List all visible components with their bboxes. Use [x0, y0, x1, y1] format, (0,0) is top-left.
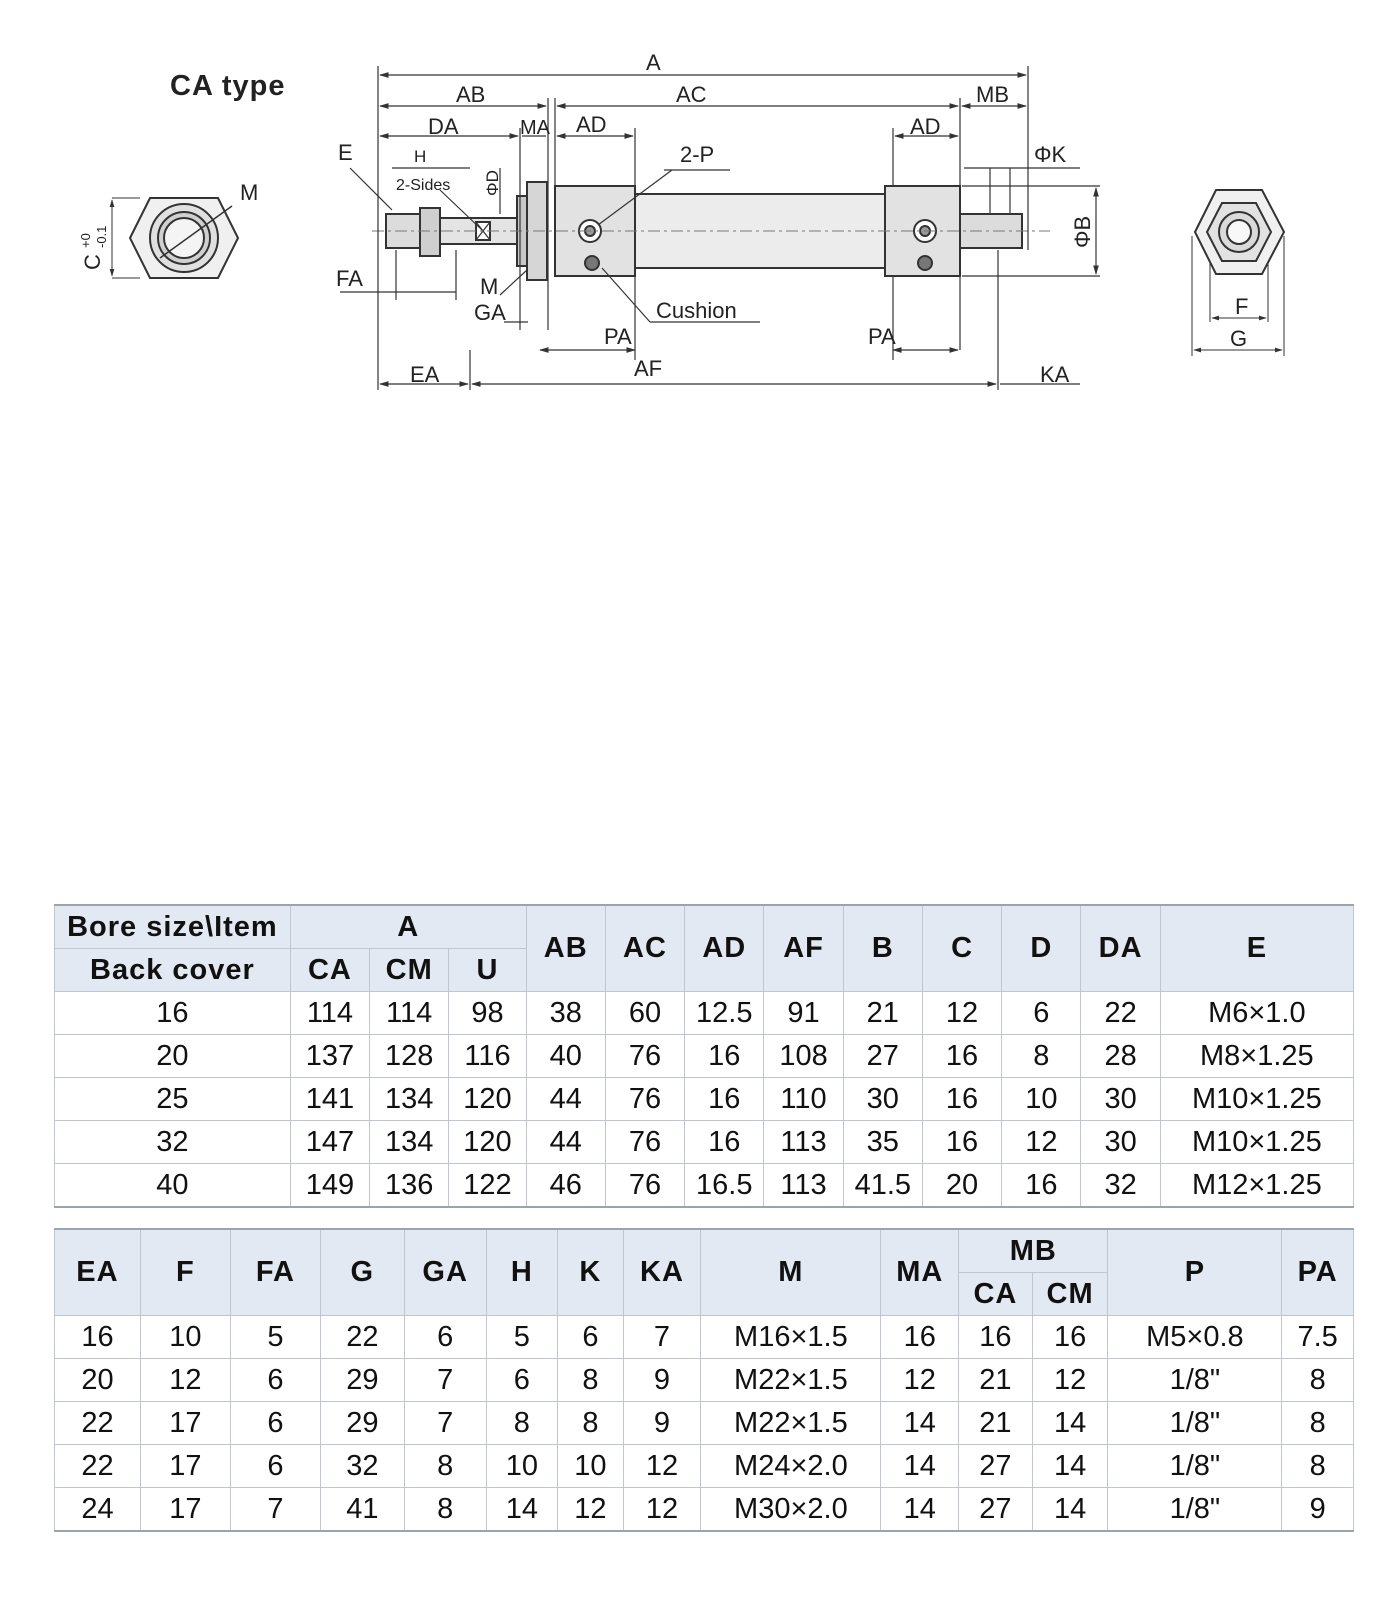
- table-row: [55, 1121, 1354, 1164]
- label-FA: FA: [336, 266, 363, 291]
- label-C-tol-minus: -0.1: [94, 225, 109, 248]
- table-cell: 14: [1032, 1402, 1108, 1445]
- table-cell: 28: [1081, 1035, 1160, 1078]
- table-cell: 17: [140, 1488, 230, 1532]
- table-row: [55, 1359, 1354, 1402]
- label-phiD: ΦD: [483, 170, 502, 196]
- table-cell: 122: [449, 1164, 526, 1208]
- header-A-CM: CM: [370, 949, 449, 992]
- table-cell: 16: [1002, 1164, 1081, 1208]
- table-cell: 16: [685, 1121, 764, 1164]
- table-cell: 113: [764, 1164, 843, 1208]
- table-cell: 10: [486, 1445, 558, 1488]
- header-A: A: [290, 905, 526, 949]
- table-cell: 76: [605, 1035, 684, 1078]
- table-cell: 21: [959, 1402, 1033, 1445]
- label-PA-rear: PA: [868, 324, 896, 349]
- header-P: P: [1108, 1229, 1282, 1316]
- left-end-view: [112, 198, 238, 278]
- table-cell: 7.5: [1282, 1316, 1354, 1359]
- table-cell: 5: [230, 1316, 320, 1359]
- table-cell: 14: [881, 1488, 959, 1532]
- table-cell: 149: [290, 1164, 369, 1208]
- table-cell: 12: [1032, 1359, 1108, 1402]
- table-cell: 10: [140, 1316, 230, 1359]
- table-cell: 7: [623, 1316, 701, 1359]
- header-A-U: U: [449, 949, 526, 992]
- table-cell: 41.5: [843, 1164, 922, 1208]
- table-cell: 113: [764, 1121, 843, 1164]
- table-cell: 16: [685, 1078, 764, 1121]
- table-cell: 6: [486, 1359, 558, 1402]
- table-cell: 7: [404, 1359, 486, 1402]
- table-cell: 120: [449, 1078, 526, 1121]
- dimension-table-1: [54, 904, 1354, 1208]
- table-cell: 134: [370, 1078, 449, 1121]
- table-cell: 6: [404, 1316, 486, 1359]
- drawing-title: CA type: [170, 70, 286, 102]
- table-cell: 9: [623, 1402, 701, 1445]
- table-cell: 16: [922, 1035, 1001, 1078]
- label-phiB: ΦB: [1070, 215, 1095, 248]
- header-FA: FA: [230, 1229, 320, 1316]
- table-cell: 110: [764, 1078, 843, 1121]
- header-E: E: [1160, 905, 1353, 992]
- table-cell: 120: [449, 1121, 526, 1164]
- table-cell: 10: [558, 1445, 623, 1488]
- label-KA: KA: [1040, 362, 1070, 387]
- table-row: [55, 1164, 1354, 1208]
- label-DA: DA: [428, 114, 459, 139]
- table-cell: 116: [449, 1035, 526, 1078]
- label-GA: GA: [474, 300, 506, 325]
- header-MB-CM: CM: [1032, 1273, 1108, 1316]
- table-cell: 32: [1081, 1164, 1160, 1208]
- table-cell: 16: [922, 1078, 1001, 1121]
- table-cell: 9: [1282, 1488, 1354, 1532]
- table-cell: 108: [764, 1035, 843, 1078]
- table-cell: 29: [320, 1359, 404, 1402]
- table-cell: 30: [843, 1078, 922, 1121]
- table-cell: 8: [486, 1402, 558, 1445]
- header-MB-CA: CA: [959, 1273, 1033, 1316]
- label-AD-front: AD: [576, 112, 607, 137]
- table-row: [55, 1035, 1354, 1078]
- table-cell: 16: [685, 1035, 764, 1078]
- table-cell: 17: [140, 1445, 230, 1488]
- table-cell: 41: [320, 1488, 404, 1532]
- table-cell: 76: [605, 1121, 684, 1164]
- table-cell: 76: [605, 1164, 684, 1208]
- table-cell: M24×2.0: [701, 1445, 881, 1488]
- table-cell: 14: [1032, 1488, 1108, 1532]
- header-F: F: [140, 1229, 230, 1316]
- table-row: [55, 1078, 1354, 1121]
- table-cell: 60: [605, 992, 684, 1035]
- table-cell: M6×1.0: [1160, 992, 1353, 1035]
- label-M-rod: M: [480, 274, 499, 299]
- header-G: G: [320, 1229, 404, 1316]
- table-cell: 8: [1282, 1445, 1354, 1488]
- label-F: F: [1235, 294, 1249, 319]
- table-cell: 12: [881, 1359, 959, 1402]
- label-PA-front: PA: [604, 324, 632, 349]
- header-EA: EA: [55, 1229, 141, 1316]
- table-row: [55, 1316, 1354, 1359]
- label-C-tol-plus: +0: [78, 233, 93, 248]
- table-cell: 27: [959, 1445, 1033, 1488]
- header-KA: KA: [623, 1229, 701, 1316]
- header-C: C: [922, 905, 1001, 992]
- table-cell: 6: [230, 1402, 320, 1445]
- table-cell: 1/8": [1108, 1359, 1282, 1402]
- label-AF: AF: [634, 356, 663, 381]
- table-cell: 141: [290, 1078, 369, 1121]
- header-DA: DA: [1081, 905, 1160, 992]
- table-cell: M22×1.5: [701, 1402, 881, 1445]
- label-cushion: Cushion: [656, 298, 737, 323]
- table-cell: 137: [290, 1035, 369, 1078]
- table-cell: 46: [526, 1164, 605, 1208]
- table-row: [55, 992, 1354, 1035]
- header-D: D: [1002, 905, 1081, 992]
- table-cell: 1/8": [1108, 1445, 1282, 1488]
- table-cell: 16: [959, 1316, 1033, 1359]
- table-cell: 22: [320, 1316, 404, 1359]
- label-AD-rear: AD: [910, 114, 941, 139]
- label-AB: AB: [456, 82, 486, 107]
- header-AC: AC: [605, 905, 684, 992]
- table-cell: 24: [55, 1488, 141, 1532]
- table-cell: 32: [320, 1445, 404, 1488]
- table-cell: M22×1.5: [701, 1359, 881, 1402]
- label-MA: MA: [520, 117, 550, 139]
- table-row: [55, 1402, 1354, 1445]
- table-cell: 6: [558, 1316, 623, 1359]
- table-cell: 16.5: [685, 1164, 764, 1208]
- table-cell: 8: [1002, 1035, 1081, 1078]
- header-PA: PA: [1282, 1229, 1354, 1316]
- table-cell: 8: [404, 1488, 486, 1532]
- label-M-left: M: [240, 180, 259, 205]
- table-cell: M12×1.25: [1160, 1164, 1353, 1208]
- label-C: C: [80, 254, 105, 270]
- table-cell: 16: [55, 992, 291, 1035]
- label-2-sides: 2-Sides: [396, 177, 451, 194]
- table-cell: 21: [959, 1359, 1033, 1402]
- table-cell: 12: [922, 992, 1001, 1035]
- table-cell: 8: [404, 1445, 486, 1488]
- header-back-cover: Back cover: [55, 949, 291, 992]
- table-1-body: [55, 992, 1354, 1208]
- table-cell: 27: [843, 1035, 922, 1078]
- header-GA: GA: [404, 1229, 486, 1316]
- table-cell: 12: [623, 1445, 701, 1488]
- cylinder-drawing: [0, 0, 1400, 430]
- table-cell: 40: [55, 1164, 291, 1208]
- table-cell: 147: [290, 1121, 369, 1164]
- table-2-body: [55, 1316, 1354, 1532]
- table-cell: 12.5: [685, 992, 764, 1035]
- table-cell: 25: [55, 1078, 291, 1121]
- table-cell: 16: [1032, 1316, 1108, 1359]
- table-cell: 44: [526, 1078, 605, 1121]
- label-AC: AC: [676, 82, 707, 107]
- table-cell: 44: [526, 1121, 605, 1164]
- label-H: H: [414, 147, 427, 166]
- table-row: [55, 1445, 1354, 1488]
- table-cell: 1/8": [1108, 1488, 1282, 1532]
- table-cell: 22: [55, 1402, 141, 1445]
- table-cell: 29: [320, 1402, 404, 1445]
- label-2-P: 2-P: [680, 142, 715, 167]
- table-cell: 114: [290, 992, 369, 1035]
- table-cell: 27: [959, 1488, 1033, 1532]
- table-cell: 7: [404, 1402, 486, 1445]
- table-cell: 16: [922, 1121, 1001, 1164]
- table-cell: 134: [370, 1121, 449, 1164]
- table-cell: 14: [881, 1445, 959, 1488]
- label-A: A: [646, 50, 661, 75]
- label-phiK: ΦK: [1034, 142, 1067, 167]
- table-cell: 40: [526, 1035, 605, 1078]
- table-cell: 1/8": [1108, 1402, 1282, 1445]
- table-cell: 6: [230, 1359, 320, 1402]
- table-cell: 128: [370, 1035, 449, 1078]
- table-cell: 14: [1032, 1445, 1108, 1488]
- table-cell: 20: [55, 1035, 291, 1078]
- table-cell: 21: [843, 992, 922, 1035]
- table-cell: 9: [623, 1359, 701, 1402]
- table-cell: 14: [486, 1488, 558, 1532]
- label-EA: EA: [410, 362, 440, 387]
- header-B: B: [843, 905, 922, 992]
- header-A-CA: CA: [290, 949, 369, 992]
- header-MB: MB: [959, 1229, 1108, 1273]
- table-cell: 35: [843, 1121, 922, 1164]
- table-cell: 98: [449, 992, 526, 1035]
- table-cell: 114: [370, 992, 449, 1035]
- table-cell: M16×1.5: [701, 1316, 881, 1359]
- table-cell: 12: [1002, 1121, 1081, 1164]
- header-AB: AB: [526, 905, 605, 992]
- table-cell: 136: [370, 1164, 449, 1208]
- table-cell: 7: [230, 1488, 320, 1532]
- table-cell: 12: [558, 1488, 623, 1532]
- table-cell: 8: [1282, 1402, 1354, 1445]
- header-H: H: [486, 1229, 558, 1316]
- table-cell: 8: [558, 1359, 623, 1402]
- table-cell: 8: [1282, 1359, 1354, 1402]
- table-cell: 20: [55, 1359, 141, 1402]
- table-cell: 6: [1002, 992, 1081, 1035]
- label-MB: MB: [976, 82, 1009, 107]
- table-cell: M30×2.0: [701, 1488, 881, 1532]
- header-K: K: [558, 1229, 623, 1316]
- table-cell: 16: [881, 1316, 959, 1359]
- dimension-table-2: [54, 1228, 1354, 1532]
- table-cell: 91: [764, 992, 843, 1035]
- table-row: [55, 1488, 1354, 1532]
- header-AF: AF: [764, 905, 843, 992]
- table-cell: 22: [1081, 992, 1160, 1035]
- table-cell: 38: [526, 992, 605, 1035]
- table-cell: 10: [1002, 1078, 1081, 1121]
- table-cell: 30: [1081, 1078, 1160, 1121]
- table-cell: 32: [55, 1121, 291, 1164]
- table-cell: 16: [55, 1316, 141, 1359]
- label-E: E: [338, 140, 353, 165]
- table-cell: 5: [486, 1316, 558, 1359]
- header-bore-size-item: Bore size\Item: [55, 905, 291, 949]
- table-cell: 17: [140, 1402, 230, 1445]
- header-AD: AD: [685, 905, 764, 992]
- table-cell: 22: [55, 1445, 141, 1488]
- table-cell: 76: [605, 1078, 684, 1121]
- table-cell: 12: [140, 1359, 230, 1402]
- label-G: G: [1230, 326, 1248, 351]
- header-M: M: [701, 1229, 881, 1316]
- table-cell: 14: [881, 1402, 959, 1445]
- table-cell: 20: [922, 1164, 1001, 1208]
- table-cell: 6: [230, 1445, 320, 1488]
- table-cell: M10×1.25: [1160, 1121, 1353, 1164]
- table-cell: 8: [558, 1402, 623, 1445]
- table-cell: M10×1.25: [1160, 1078, 1353, 1121]
- header-MA: MA: [881, 1229, 959, 1316]
- table-cell: M5×0.8: [1108, 1316, 1282, 1359]
- table-cell: M8×1.25: [1160, 1035, 1353, 1078]
- table-cell: 12: [623, 1488, 701, 1532]
- table-cell: 30: [1081, 1121, 1160, 1164]
